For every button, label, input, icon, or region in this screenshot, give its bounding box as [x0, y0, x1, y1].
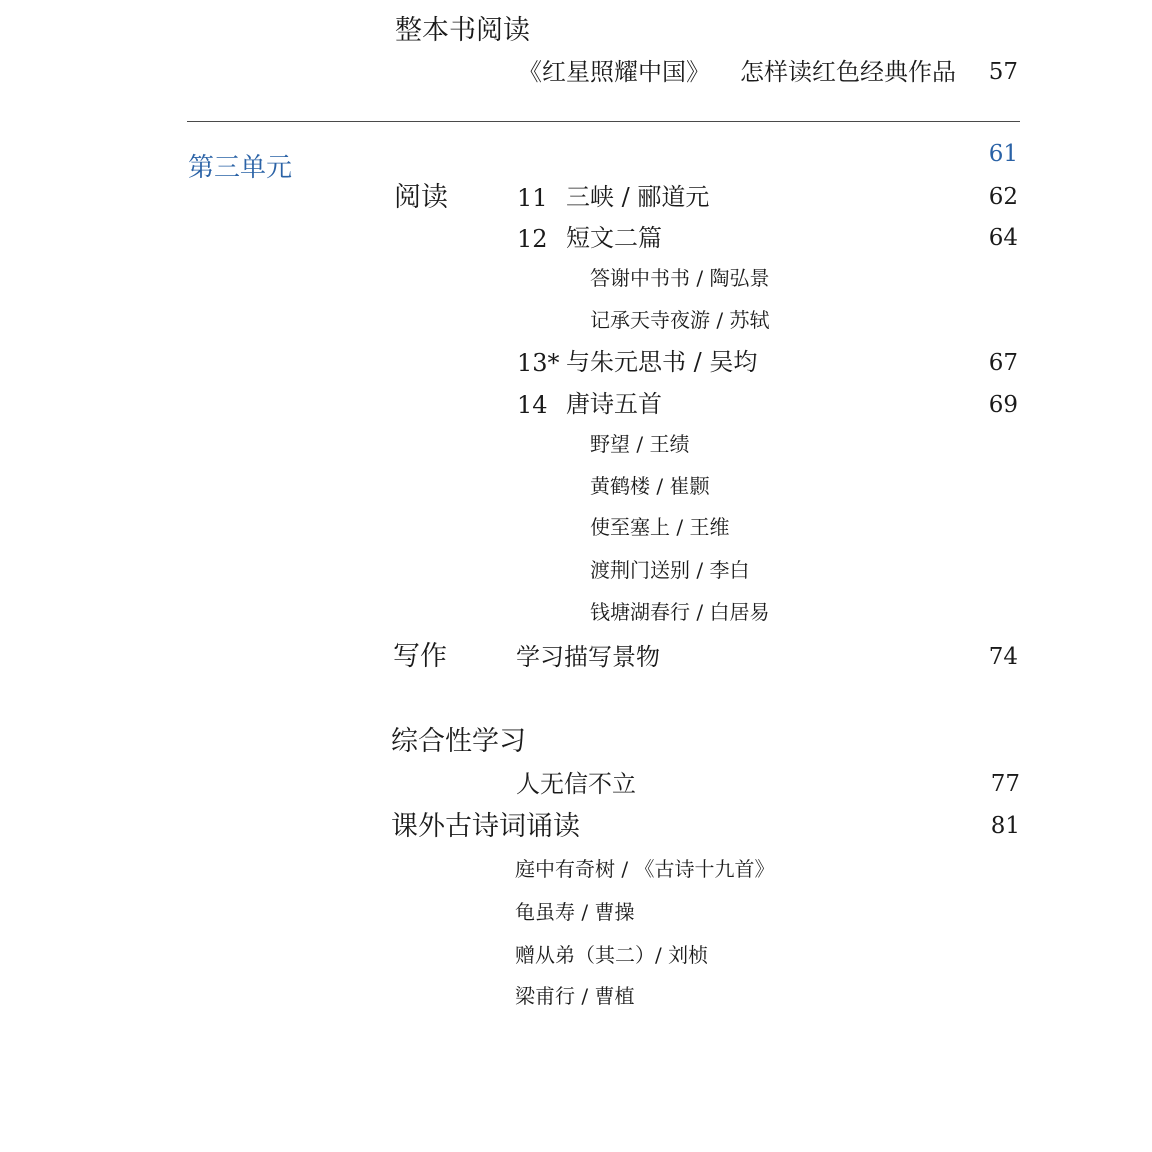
- lesson-14-title[interactable]: 唐诗五首: [566, 390, 662, 418]
- lesson-13-page: 67: [988, 350, 1018, 376]
- lesson-12-sub-1[interactable]: 答谢中书书 / 陶弘景: [590, 266, 770, 290]
- poem-4[interactable]: 梁甫行 / 曹植: [515, 984, 635, 1008]
- lesson-11-title[interactable]: 三峡 / 郦道元: [566, 183, 710, 211]
- reading-label: 阅读: [394, 182, 448, 213]
- comprehensive-learning-label: 综合性学习: [391, 726, 526, 757]
- whole-book-title[interactable]: 《红星照耀中国》: [518, 58, 710, 86]
- comprehensive-learning-page: 77: [990, 771, 1020, 797]
- lesson-14-number: 14: [517, 391, 548, 419]
- whole-book-reading-heading: 整本书阅读: [395, 15, 530, 46]
- lesson-11-page: 62: [988, 184, 1018, 210]
- lesson-14-sub-4[interactable]: 渡荆门送别 / 李白: [590, 558, 750, 582]
- whole-book-page: 57: [988, 59, 1018, 85]
- lesson-12-page: 64: [988, 225, 1018, 251]
- poem-2[interactable]: 龟虽寿 / 曹操: [515, 900, 635, 924]
- lesson-12-number: 12: [517, 225, 548, 253]
- poem-1[interactable]: 庭中有奇树 / 《古诗十九首》: [515, 857, 775, 881]
- lesson-14-sub-5[interactable]: 钱塘湖春行 / 白居易: [590, 600, 770, 624]
- writing-page: 74: [988, 644, 1018, 670]
- lesson-13-number: 13*: [517, 349, 560, 377]
- unit-three-page: 61: [988, 141, 1018, 167]
- lesson-13-title[interactable]: 与朱元思书 / 吴均: [566, 348, 758, 376]
- lesson-14-sub-1[interactable]: 野望 / 王绩: [590, 432, 690, 456]
- lesson-14-page: 69: [988, 392, 1018, 418]
- writing-title[interactable]: 学习描写景物: [516, 643, 660, 671]
- whole-book-subtitle: 怎样读红色经典作品: [740, 58, 956, 86]
- comprehensive-learning-title[interactable]: 人无信不立: [516, 770, 636, 798]
- unit-three-label[interactable]: 第三单元: [188, 153, 293, 183]
- lesson-14-sub-3[interactable]: 使至塞上 / 王维: [590, 515, 730, 539]
- extracurricular-poems-label[interactable]: 课外古诗词诵读: [391, 811, 580, 842]
- extracurricular-poems-page: 81: [990, 813, 1020, 839]
- section-divider: [187, 121, 1020, 122]
- writing-label: 写作: [393, 641, 447, 672]
- lesson-12-title[interactable]: 短文二篇: [566, 224, 662, 252]
- lesson-14-sub-2[interactable]: 黄鹤楼 / 崔颢: [590, 474, 710, 498]
- lesson-11-number: 11: [517, 184, 548, 212]
- lesson-12-sub-2[interactable]: 记承天寺夜游 / 苏轼: [590, 308, 770, 332]
- poem-3[interactable]: 赠从弟（其二）/ 刘桢: [515, 943, 709, 967]
